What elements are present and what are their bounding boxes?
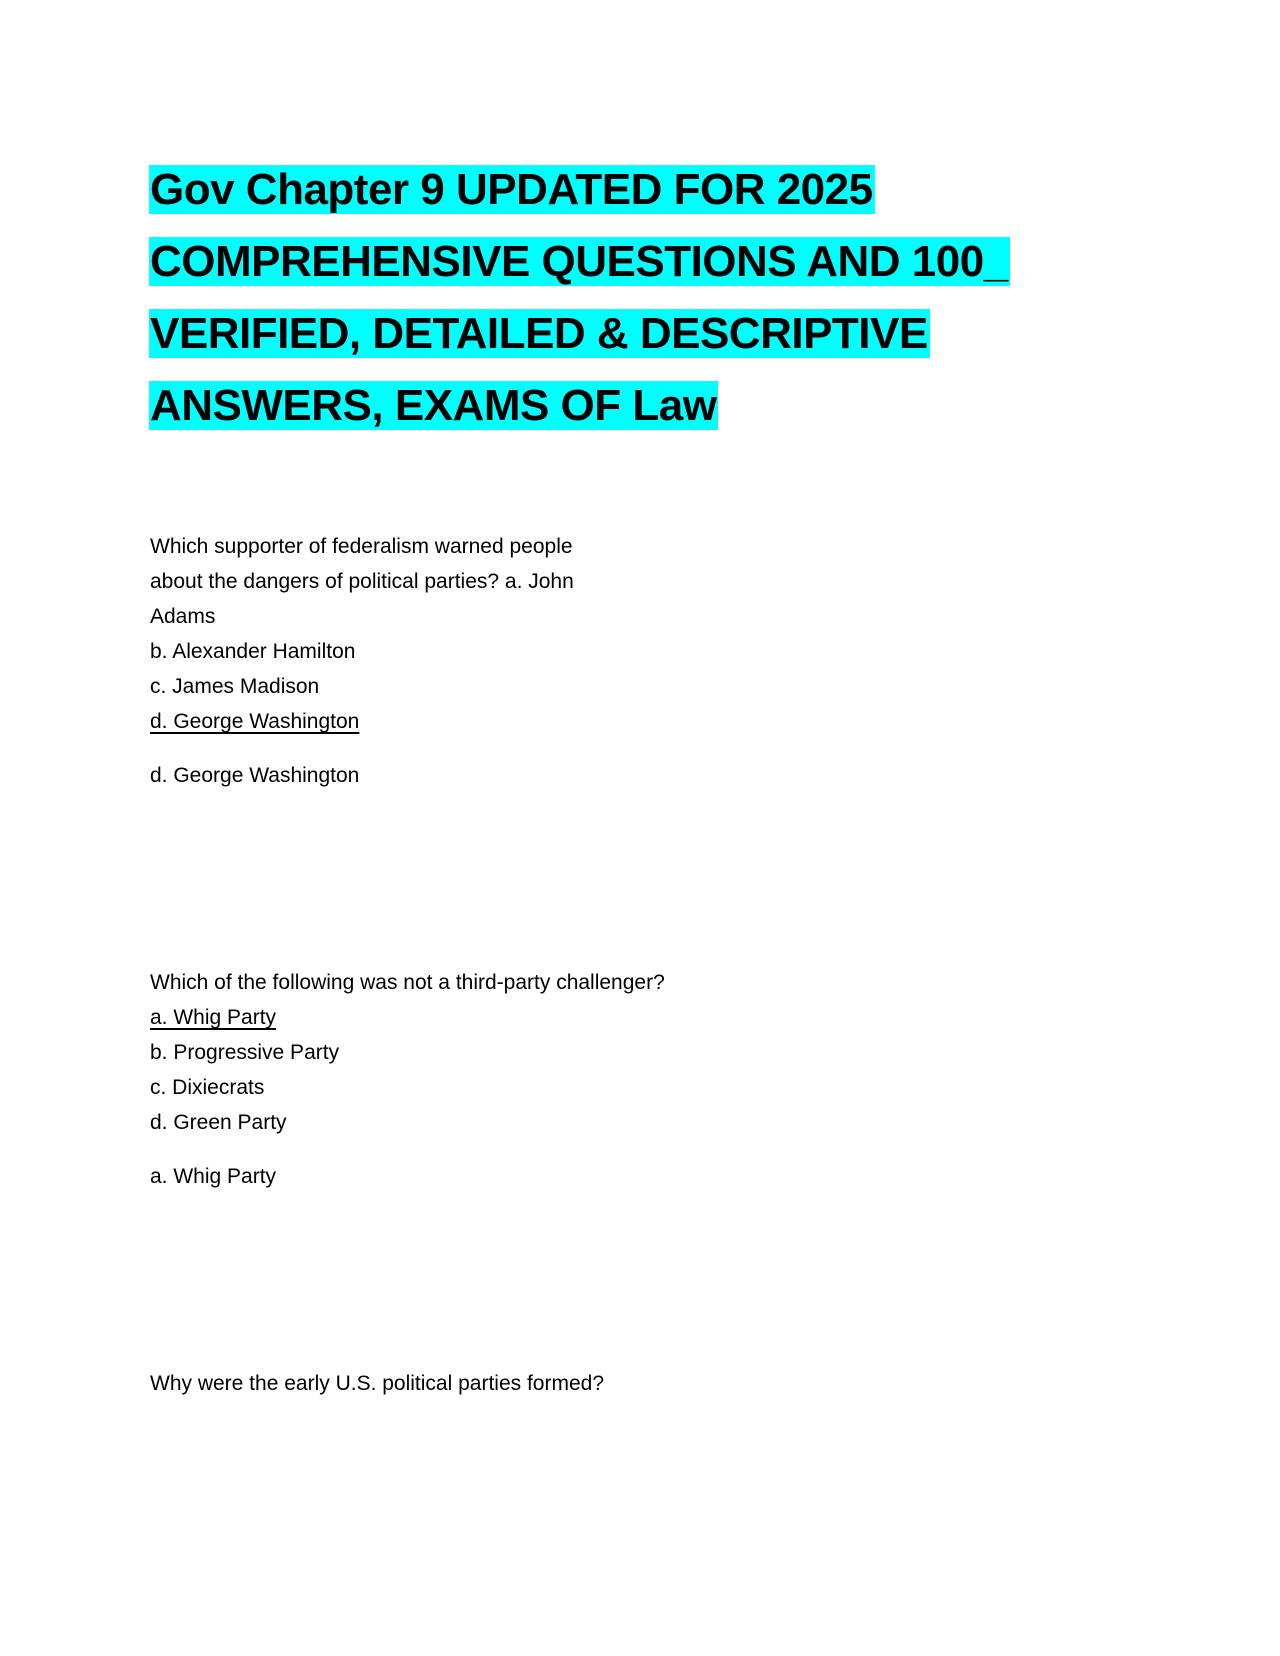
question-3	[150, 1366, 604, 1401]
question-text: Adams	[150, 605, 216, 628]
document-title	[149, 154, 1010, 442]
title-line: ANSWERS, EXAMS OF Law	[150, 381, 717, 430]
option-d: d. Green Party	[150, 1111, 287, 1134]
question-2	[150, 965, 665, 1140]
option-c: c. James Madison	[150, 675, 320, 698]
answer-1: d. George Washington	[150, 764, 360, 787]
option-d-correct: d. George Washington	[150, 710, 360, 733]
title-line: Gov Chapter 9 UPDATED FOR 2025	[150, 165, 873, 214]
question-text: Which of the following was not a third-party challenger?	[150, 971, 665, 994]
answer-2: a. Whig Party	[150, 1165, 277, 1188]
question-1	[150, 529, 574, 739]
question-text: about the dangers of political parties? a. John	[150, 570, 574, 593]
question-text: Why were the early U.S. political parties formed?	[150, 1372, 605, 1395]
title-line: VERIFIED, DETAILED & DESCRIPTIVE	[150, 309, 928, 358]
option-b: b. Alexander Hamilton	[150, 640, 356, 663]
option-a-correct: a. Whig Party	[150, 1006, 277, 1029]
option-b: b. Progressive Party	[150, 1041, 340, 1064]
question-text: Which supporter of federalism warned people	[150, 535, 573, 558]
option-c: c. Dixiecrats	[150, 1076, 265, 1099]
title-line: COMPREHENSIVE QUESTIONS AND 100_	[150, 237, 1008, 286]
